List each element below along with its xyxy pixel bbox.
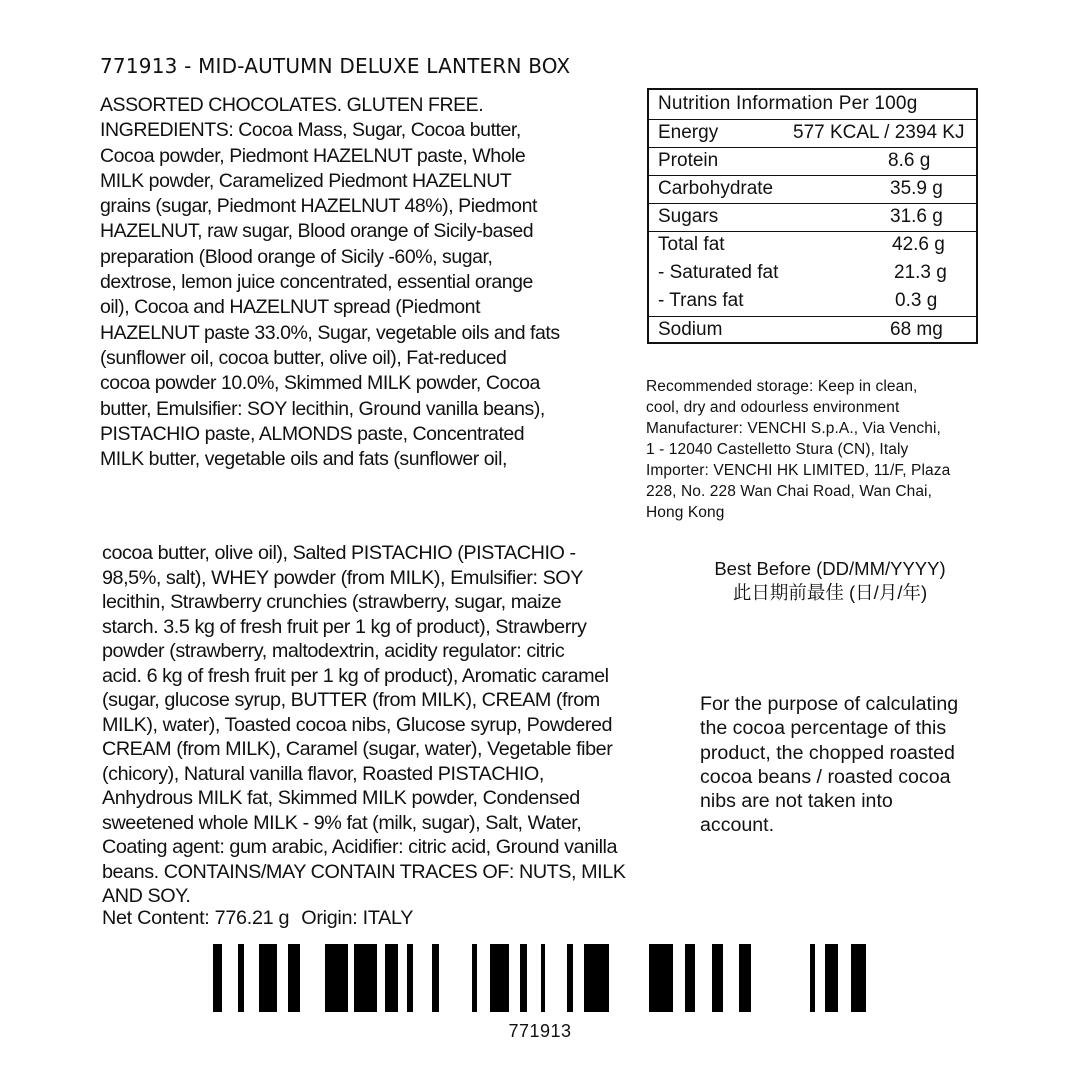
ingredients-line: butter, Emulsifier: SOY lecithin, Ground vanilla beans), (100, 397, 545, 420)
nutrition-value: 0.3 g (895, 290, 938, 311)
nutrition-row (649, 147, 976, 176)
barcode-bar (490, 944, 509, 1012)
net-content: Net Content: 776.21 g (102, 907, 290, 929)
ingredients-line: acid. 6 kg of fresh fruit per 1 kg of product), Aromatic caramel (102, 664, 609, 687)
barcode-bar (649, 944, 673, 1012)
importer-line: Hong Kong (646, 504, 725, 521)
nutrition-label: Total fat (658, 234, 725, 255)
nutrition-row (649, 260, 976, 288)
ingredients-line: cocoa butter, olive oil), Salted PISTACHIO (PISTACHIO - (102, 542, 576, 564)
nutrition-row (649, 288, 976, 316)
ingredients-line: Coating agent: gum arabic, Acidifier: citric acid, Ground vanilla (102, 836, 618, 858)
importer-line: Importer: VENCHI HK LIMITED, 11/F, Plaza (646, 462, 951, 479)
barcode-bar (213, 944, 222, 1012)
barcode-bar (472, 944, 477, 1012)
cocoa-note-line: the cocoa percentage of this (700, 717, 947, 740)
nutrition-label: Energy (658, 122, 719, 143)
barcode-bar (259, 944, 277, 1012)
nutrition-label: - Trans fat (658, 290, 744, 311)
nutrition-row (649, 316, 976, 345)
ingredients-line: MILK), water), Toasted cocoa nibs, Glucose syrup, Powdered (102, 713, 613, 736)
nutrition-value: 31.6 g (890, 206, 943, 227)
nutrition-label: - Saturated fat (658, 262, 779, 283)
ingredients-line: starch. 3.5 kg of fresh fruit per 1 kg of product), Strawberry (102, 615, 587, 638)
importer-line: 228, No. 228 Wan Chai Road, Wan Chai, (646, 483, 933, 500)
barcode-bar (407, 944, 413, 1012)
ingredients-line: dextrose, lemon juice concentrated, essential orange (100, 271, 533, 294)
nutrition-value: 577 KCAL / 2394 KJ (793, 122, 965, 143)
barcode-number: 771913 (508, 1021, 572, 1041)
manufacturer-line: 1 - 12040 Castelletto Stura (CN), Italy (646, 441, 909, 458)
barcode-bar (288, 944, 300, 1012)
nutrition-row (649, 203, 976, 232)
nutrition-value: 42.6 g (892, 234, 945, 255)
ingredients-line: CREAM (from MILK), Caramel (sugar, water), Vegetable fiber (102, 738, 613, 760)
ingredients-line: beans. CONTAINS/MAY CONTAIN TRACES OF: NUTS, MILK (102, 860, 626, 883)
ingredients-line: MILK powder, Caramelized Piedmont HAZELNUT (100, 169, 512, 192)
cocoa-note-line: account. (700, 814, 775, 837)
barcode-bar (567, 944, 573, 1012)
barcode-bar (739, 944, 751, 1012)
nutrition-label: Sodium (658, 319, 723, 340)
ingredients-line: cocoa powder 10.0%, Skimmed MILK powder, Cocoa (100, 372, 540, 395)
ingredients-line: (sugar, glucose syrup, BUTTER (from MILK), CREAM (from (102, 689, 600, 711)
ingredients-line: HAZELNUT paste 33.0%, Sugar, vegetable oils and fats (100, 321, 560, 344)
nutrition-value: 8.6 g (888, 150, 931, 171)
ingredients-line: Anhydrous MILK fat, Skimmed MILK powder, Condensed (102, 787, 580, 809)
ingredients-line: HAZELNUT, raw sugar, Blood orange of Sicily-based (100, 220, 534, 243)
origin: Origin: ITALY (301, 907, 414, 929)
storage-and-manufacturer-info (646, 376, 950, 523)
ingredients-line: PISTACHIO paste, ALMONDS paste, Concentrated (100, 422, 525, 445)
barcode-bar (238, 944, 244, 1012)
nutrition-label: Carbohydrate (658, 178, 774, 199)
nutrition-row (649, 175, 976, 204)
nutrition-value: 21.3 g (894, 262, 947, 283)
manufacturer-line: Manufacturer: VENCHI S.p.A., Via Venchi, (646, 420, 941, 437)
ingredients-line: sweetened whole MILK - 9% fat (milk, sugar), Salt, Water, (102, 811, 582, 834)
cocoa-note-line: nibs are not taken into (700, 790, 893, 813)
product-title: 771913 - MID-AUTUMN DELUXE LANTERN BOX (100, 54, 571, 78)
best-before-zh: 此日期前最佳 (日/月/年) (732, 582, 928, 603)
nutrition-table (647, 88, 978, 344)
ingredients-line: powder (strawberry, maltodextrin, acidity regulator: citric (102, 640, 565, 662)
ingredients-line: (sunflower oil, cocoa butter, olive oil), Fat-reduced (100, 346, 507, 369)
best-before (662, 557, 998, 605)
nutrition-label: Protein (658, 150, 719, 171)
nutrition-value: 68 mg (890, 319, 943, 340)
barcode-bar (584, 944, 609, 1012)
storage-line: cool, dry and odourless environment (646, 399, 900, 416)
barcode-bar (354, 944, 377, 1012)
ingredients-line: preparation (Blood orange of Sicily -60%, sugar, (100, 245, 493, 268)
cocoa-note (700, 692, 958, 838)
barcode-bar (851, 944, 866, 1012)
barcode-bar (825, 944, 838, 1012)
barcode-bar (685, 944, 695, 1012)
nutrition-row (649, 119, 976, 148)
cocoa-note-line: product, the chopped roasted (700, 741, 955, 764)
nutrition-label: Sugars (658, 206, 719, 227)
barcode-bar (385, 944, 398, 1012)
cocoa-note-line: For the purpose of calculating (700, 693, 959, 715)
ingredients-line: (chicory), Natural vanilla flavor, Roasted PISTACHIO, (102, 762, 544, 785)
ingredients-line: oil), Cocoa and HAZELNUT spread (Piedmont (100, 296, 481, 319)
barcode-bar (325, 944, 348, 1012)
nutrition-header-row (649, 90, 976, 118)
ingredients-line: Cocoa powder, Piedmont HAZELNUT paste, Whole (100, 144, 526, 167)
ingredients-line: grains (sugar, Piedmont HAZELNUT 48%), Piedmont (100, 195, 537, 218)
ingredients-line: INGREDIENTS: Cocoa Mass, Sugar, Cocoa butter, (100, 119, 521, 142)
barcode-bar (520, 944, 527, 1012)
nutrition-value: 35.9 g (890, 178, 943, 199)
cocoa-note-line: cocoa beans / roasted cocoa (700, 765, 951, 788)
ingredients-block-2 (102, 541, 626, 909)
ingredients-line: lecithin, Strawberry crunchies (strawberry, sugar, maize (102, 591, 562, 613)
barcode-bar (712, 944, 723, 1012)
barcode-bar (432, 944, 439, 1012)
storage-line: Recommended storage: Keep in clean, (646, 378, 918, 395)
nutrition-header: Nutrition Information Per 100g (658, 93, 918, 114)
ingredients-block-1 (100, 93, 560, 472)
barcode-bar (541, 944, 545, 1012)
ingredients-line: MILK butter, vegetable oils and fats (sunflower oil, (100, 448, 507, 471)
net-content-origin (102, 907, 425, 930)
best-before-en: Best Before (DD/MM/YYYY) (714, 558, 946, 579)
ingredients-line: ASSORTED CHOCOLATES. GLUTEN FREE. (100, 94, 484, 116)
ingredients-line: AND SOY. (102, 885, 191, 907)
barcode-bar (810, 944, 815, 1012)
nutrition-row (649, 231, 976, 260)
ingredients-line: 98,5%, salt), WHEY powder (from MILK), Emulsifier: SOY (102, 566, 583, 589)
